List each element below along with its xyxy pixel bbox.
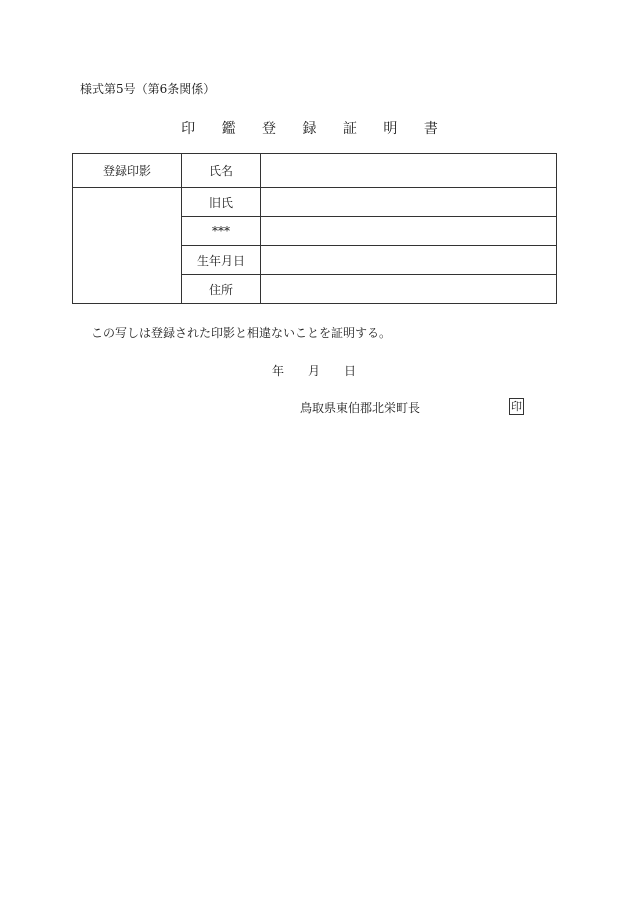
stamp-label-cell: 登録印影 bbox=[73, 154, 182, 188]
masked-label-cell: *** bbox=[182, 217, 261, 246]
registered-stamp-area bbox=[73, 188, 182, 304]
date-line bbox=[272, 362, 356, 379]
form-number: 様式第5号（第6条関係） bbox=[80, 82, 216, 96]
date-day-label: 日 bbox=[344, 364, 357, 378]
issuer-name: 鳥取県東伯郡北栄町長 bbox=[300, 401, 421, 415]
certificate-table bbox=[72, 153, 557, 304]
name-label-cell: 氏名 bbox=[182, 154, 261, 188]
address-value-cell bbox=[261, 275, 557, 304]
name-value-cell bbox=[261, 154, 557, 188]
date-year-label: 年 bbox=[272, 364, 285, 378]
former-surname-value-cell bbox=[261, 188, 557, 217]
date-month-label: 月 bbox=[308, 364, 321, 378]
birthdate-label-cell: 生年月日 bbox=[182, 246, 261, 275]
masked-value-cell bbox=[261, 217, 557, 246]
table-row bbox=[73, 154, 557, 188]
document-title: 印 鑑 登 録 証 明 書 bbox=[181, 121, 449, 137]
address-label-cell: 住所 bbox=[182, 275, 261, 304]
birthdate-value-cell bbox=[261, 246, 557, 275]
table-row bbox=[73, 188, 557, 217]
official-seal-box: 印 bbox=[511, 400, 522, 413]
former-surname-label-cell: 旧氏 bbox=[182, 188, 261, 217]
certification-statement: この写しは登録された印影と相違ないことを証明する。 bbox=[91, 326, 392, 340]
